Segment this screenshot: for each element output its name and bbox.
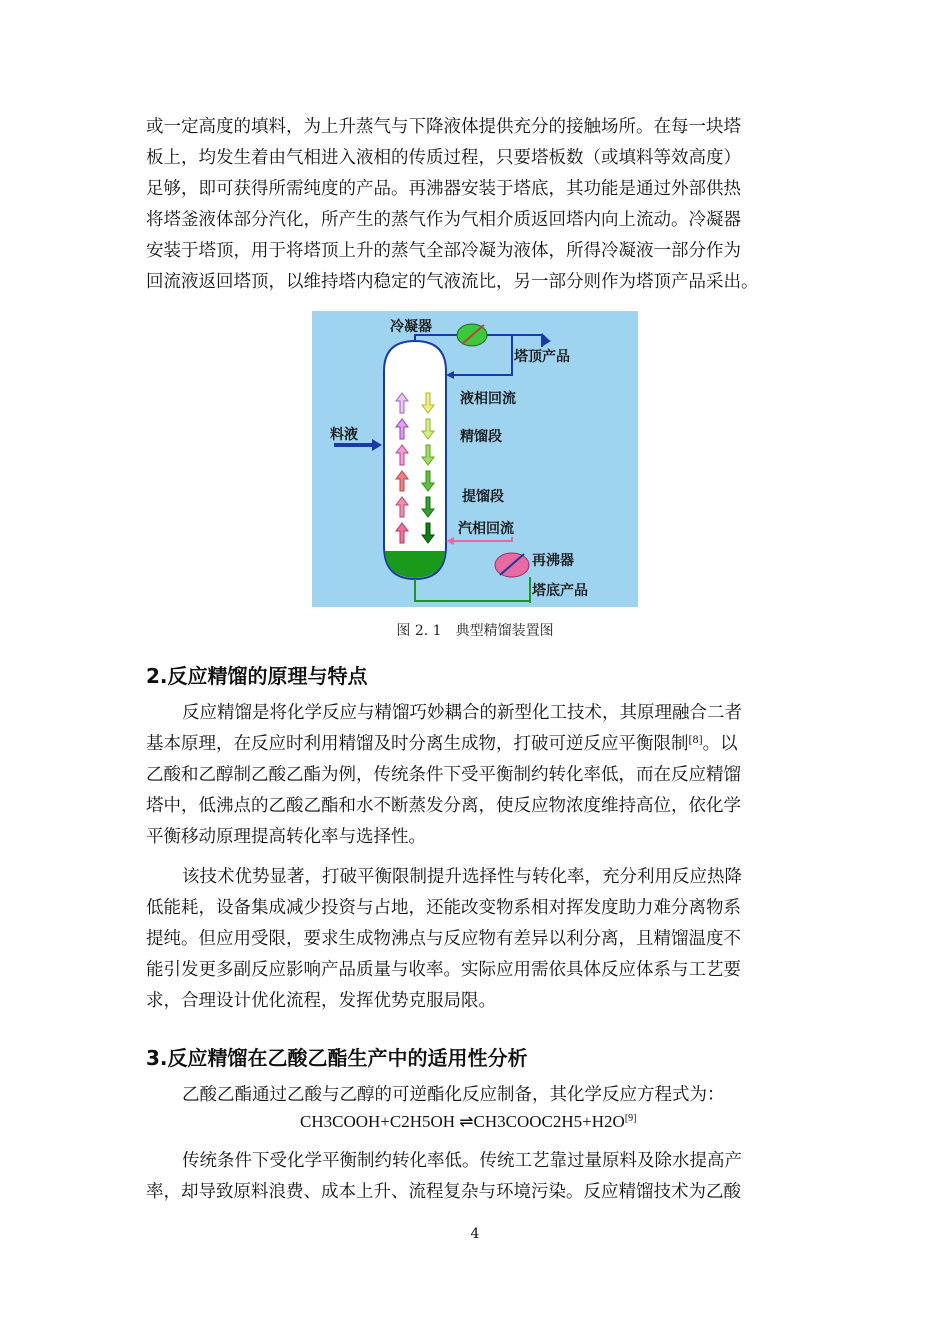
citation-ref[interactable]: [8] [688, 735, 703, 746]
section-heading-3: 3.反应精馏在乙酸乙酯生产中的适用性分析 [146, 1046, 528, 1070]
paragraph-ethyl-acetate-intro [146, 1080, 806, 1111]
text-line: 基本原理，在反应时利用精馏及时分离生成物，打破可逆反应平衡限制[8]。以 [146, 734, 738, 754]
label-rectifying-section: 精馏段 [460, 429, 502, 445]
label-stripping-section: 提馏段 [462, 489, 504, 505]
text-line: 该技术优势显著，打破平衡限制提升选择性与转化率，充分利用反应热降 [182, 867, 742, 887]
text-line: 传统条件下受化学平衡制约转化率低。传统工艺靠过量原料及除水提高产 [182, 1151, 742, 1171]
text-line: 将塔釜液体部分汽化，所产生的蒸气作为气相介质返回塔内向上流动。冷凝器 [146, 210, 741, 230]
equation-reactants: CH3COOH+C2H5OH [300, 1112, 460, 1131]
distillation-column-diagram [312, 311, 638, 607]
text-line: 足够，即可获得所需纯度的产品。再沸器安装于塔底，其功能是通过外部供热 [146, 179, 741, 199]
paragraph-reactive-distillation-principle [146, 698, 806, 853]
text-line: 平衡移动原理提高转化率与选择性。 [146, 827, 426, 847]
page-number: 4 [470, 1226, 480, 1242]
paragraph-traditional-limits [146, 1146, 806, 1208]
equation-products: CH3COOC2H5+H2O [473, 1112, 625, 1131]
text-line: 板上，均发生着由气相进入液相的传质过程，只要塔板数（或填料等效高度） [146, 148, 741, 168]
text-line: 率，却导致原料浪费、成本上升、流程复杂与环境污染。反应精馏技术为乙酸 [146, 1182, 741, 1202]
text-line: 或一定高度的填料，为上升蒸气与下降液体提供充分的接触场所。在每一块塔 [146, 117, 741, 137]
reaction-equation [300, 1112, 636, 1132]
label-condenser: 冷凝器 [390, 319, 432, 335]
paragraph-distillation-description [146, 112, 806, 298]
text-line: 回流液返回塔顶，以维持塔内稳定的气液流比，另一部分则作为塔顶产品采出。 [146, 272, 759, 292]
paragraph-advantages [146, 862, 806, 1017]
text-line: 求，合理设计优化流程，发挥优势克服局限。 [146, 991, 496, 1011]
text-line: 能引发更多副反应影响产品质量与收率。实际应用需依具体反应体系与工艺要 [146, 960, 741, 980]
text-line: 反应精馏是将化学反应与精馏巧妙耦合的新型化工技术，其原理融合二者 [182, 703, 742, 723]
text-line: 乙酸乙酯通过乙酸与乙醇的可逆酯化反应制备，其化学反应方程式为： [182, 1085, 725, 1105]
equilibrium-arrow-icon: ⇌ [459, 1112, 474, 1131]
label-reboiler: 再沸器 [532, 553, 574, 569]
figure-caption: 图 2. 1 典型精馏装置图 [396, 623, 554, 639]
text-line: 塔中，低沸点的乙酸乙酯和水不断蒸发分离，使反应物浓度维持高位，依化学 [146, 796, 741, 816]
text-line: 乙酸和乙醇制乙酸乙酯为例，传统条件下受平衡制约转化率低，而在反应精馏 [146, 765, 741, 785]
label-liquid-reflux: 液相回流 [460, 391, 516, 407]
text-line: 提纯。但应用受限，要求生成物沸点与反应物有差异以利分离，且精馏温度不 [146, 929, 741, 949]
label-top-product: 塔顶产品 [514, 349, 570, 365]
label-feed: 料液 [330, 427, 358, 443]
citation-ref[interactable]: [9] [624, 1113, 637, 1124]
section-heading-2: 2.反应精馏的原理与特点 [146, 664, 368, 688]
column-body [384, 341, 446, 579]
label-vapor-reflux: 汽相回流 [458, 521, 514, 537]
label-bottom-product: 塔底产品 [532, 583, 588, 599]
text-line: 安装于塔顶，用于将塔顶上升的蒸气全部冷凝为液体，所得冷凝液一部分作为 [146, 241, 741, 261]
diagram-background [312, 311, 638, 607]
text-line: 低能耗，设备集成减少投资与占地，还能改变物系相对挥发度助力难分离物系 [146, 898, 741, 918]
